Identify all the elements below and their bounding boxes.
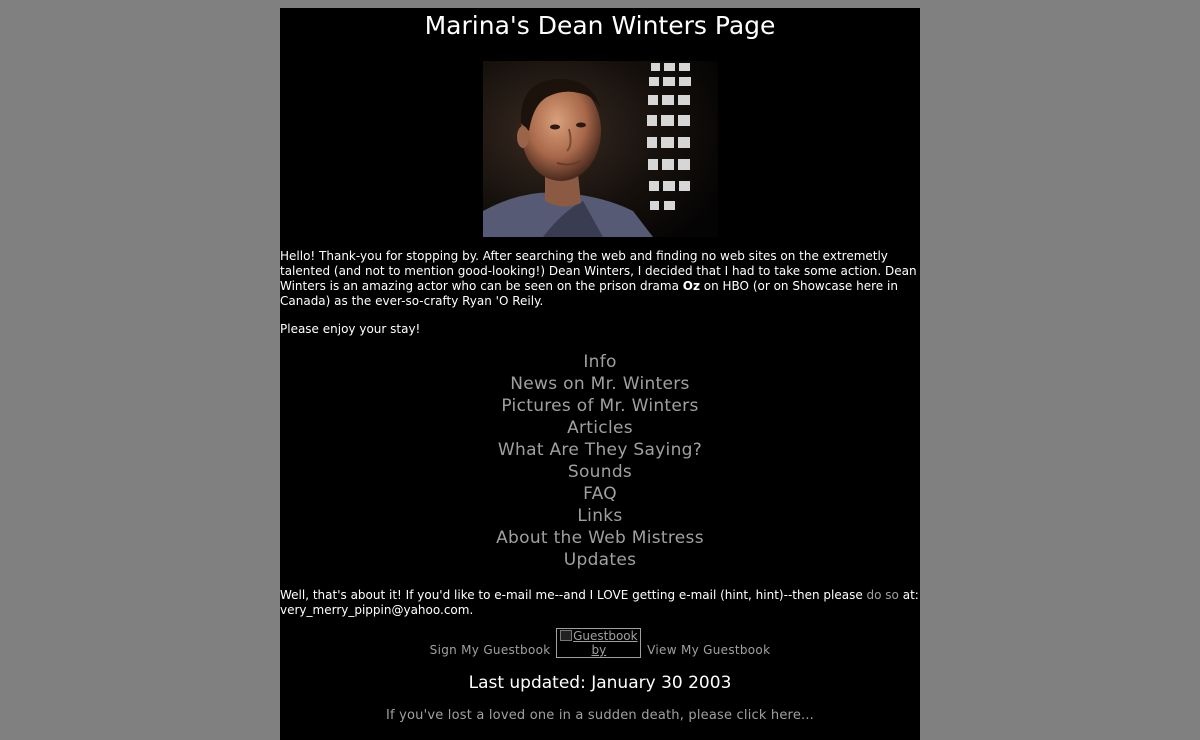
- intro-text-2: on HBO (or on Showcase here in Canada) as the ever-so-crafty Ryan 'O Reily.: [280, 279, 898, 308]
- guestbook-row: [280, 628, 920, 658]
- email-link[interactable]: do so: [866, 588, 899, 602]
- nav-link-news[interactable]: News on Mr. Winters: [510, 374, 690, 394]
- last-updated: Last updated: January 30 2003: [468, 673, 732, 693]
- nav-link-updates[interactable]: Updates: [563, 550, 637, 570]
- nav-link-sounds[interactable]: Sounds: [567, 462, 633, 482]
- nav-link-info[interactable]: Info: [583, 352, 617, 372]
- closing-text-1: Well, that's about it! If you'd like to e-mail me--and I LOVE getting e-mail (hint, hint)--then please: [280, 588, 867, 602]
- memorial-row: [280, 708, 920, 724]
- nav-link-articles[interactable]: Articles: [567, 418, 633, 438]
- sign-guestbook-link[interactable]: Sign My Guestbook: [429, 643, 551, 657]
- page-title: Marina's Dean Winters Page: [424, 11, 776, 40]
- intro-text-1: Hello! Thank-you for stopping by. After searching the web and finding no web sites on the extremetly talented (and not to mention good-looking!) Dean Winters, I decided that I had to take some action. Dean Winters is an amazing actor who can be seen on the prison drama: [280, 249, 917, 293]
- guestbook-image[interactable]: [556, 628, 641, 658]
- broken-image-icon: [560, 630, 572, 641]
- closing-paragraph: [280, 588, 920, 618]
- memorial-link[interactable]: If you've lost a loved one in a sudden death, please click here...: [385, 708, 815, 723]
- view-guestbook-link[interactable]: View My Guestbook: [647, 643, 771, 657]
- page-container: [280, 8, 920, 740]
- enjoy-text: Please enjoy your stay!: [280, 322, 421, 336]
- nav-link-links[interactable]: Links: [577, 506, 623, 526]
- dean-winters-photo: [483, 61, 718, 237]
- main-nav: [280, 351, 920, 571]
- closing-text-2: at: very_merry_pippin@yahoo.com.: [280, 588, 919, 617]
- nav-link-what-are-they-saying[interactable]: What Are They Saying?: [497, 440, 703, 460]
- nav-link-faq[interactable]: FAQ: [583, 484, 617, 504]
- intro-paragraph: [280, 249, 920, 309]
- nav-link-pictures[interactable]: Pictures of Mr. Winters: [501, 396, 699, 416]
- nav-link-about-web-mistress[interactable]: About the Web Mistress: [496, 528, 704, 548]
- guestbook-image-alt: Guestbook by: [573, 629, 638, 657]
- show-name: Oz: [682, 279, 700, 293]
